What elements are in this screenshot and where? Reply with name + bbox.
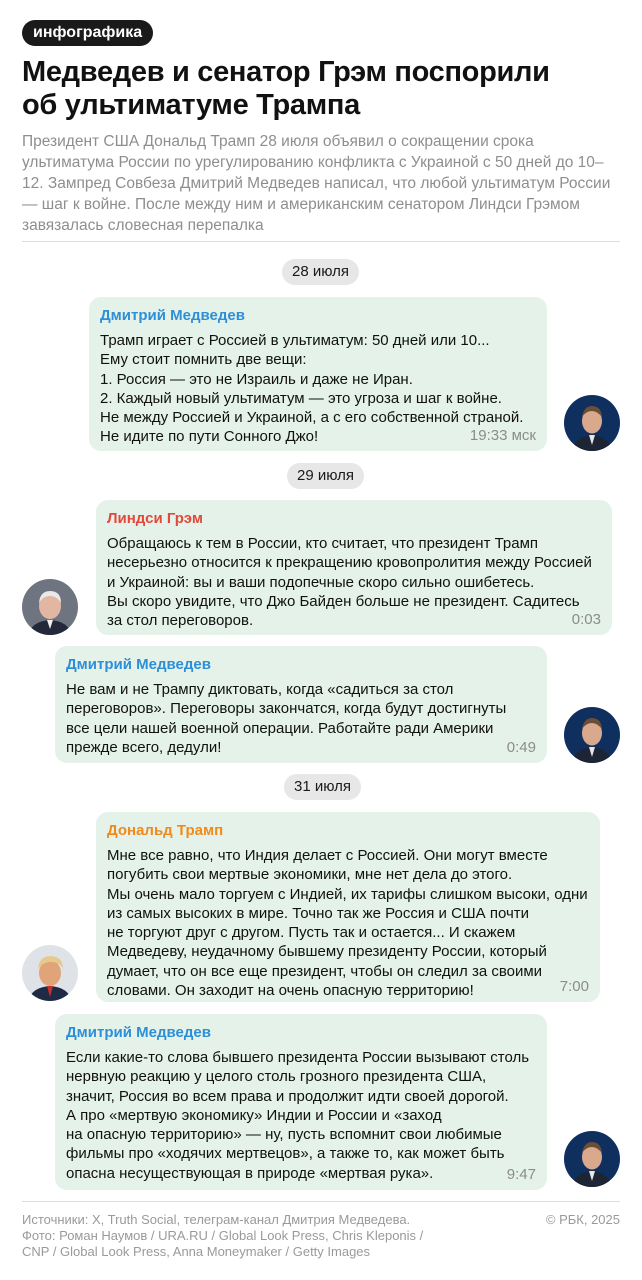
message-bubble-medvedev-3: [55, 1014, 547, 1190]
message-line: значит, Россия во всем права и продолжит идти своей дорогой.: [66, 1087, 509, 1105]
message-line: переговоров». Переговоры закончатся, когда будут достигнуты: [66, 700, 507, 718]
message-line: думает, что он все еще президент, чтобы он следил за своими: [107, 962, 543, 980]
message-line: Не вам и не Трампу диктовать, когда «садиться за стол: [66, 681, 454, 698]
message-line: и Украиной: вы и ваши подопечные скоро сильно ошибетесь.: [107, 573, 535, 591]
message-line: несерьезно относится к прекращению кровопролития между Россией: [107, 554, 592, 572]
message-line: 1. Россия — это не Израиль и даже не Иран.: [100, 370, 413, 388]
message-time: 7:00: [559, 978, 589, 995]
sender-name: Линдси Грэм: [107, 510, 203, 527]
message-line: Трамп играет с Россией в ультиматум: 50 дней или 10...: [100, 332, 490, 349]
sender-name: Дмитрий Медведев: [66, 1024, 211, 1041]
person-photo-icon: [564, 395, 620, 451]
message-line: Если какие-то слова бывшего президента России вызывают столь: [66, 1049, 530, 1066]
person-photo-icon: [22, 579, 78, 635]
message-line: 2. Каждый новый ультиматум — это угроза и шаг к войне.: [100, 389, 502, 407]
message-time: 9:47: [506, 1166, 536, 1183]
title-line-1: Медведев и сенатор Грэм поспорили: [22, 56, 550, 88]
photo-credits-line: Фото: Роман Наумов / URA.RU / Global Look Press, Chris Kleponis /: [22, 1228, 424, 1243]
message-line: прежде всего, дедули!: [66, 738, 222, 756]
photo-credits-line: CNP / Global Look Press, Anna Moneymaker / Getty Images: [22, 1244, 371, 1259]
top-divider: [22, 241, 620, 242]
message-line: Мы очень мало торгуем с Индией, их тарифы слишком высоки, одни: [107, 885, 588, 903]
copyright: © РБК, 2025: [545, 1212, 620, 1227]
message-time: 0:03: [571, 611, 601, 628]
message-line: не торгуют друг с другом. Пусть так и остается... И скажем: [107, 924, 516, 942]
title-line-2: об ультиматуме Трампа: [22, 89, 360, 121]
sender-name: Дональд Трамп: [107, 822, 224, 839]
lead-paragraph: Президент США Дональд Трамп 28 июля объявил о сокращении срока ультиматума России по урегулированию конфликта с Украиной с 50 дней до 10–12. Зампред Совбеза Дмитрий Медведев написал, что любой ультиматум России — шаг к войне. После между ним и американским сенатором Линдси Грэмом завязалась словесная перепалка: [22, 133, 611, 234]
avatar-trump: [22, 945, 78, 1001]
message-line: за стол переговоров.: [107, 612, 254, 630]
message-line: погубить свои мертвые экономики, мне нет дела до этого.: [107, 866, 513, 884]
message-line: Медведеву, неудачному бывшему президенту России, который: [107, 943, 547, 961]
message-line: А про «мертвую экономику» Индии и России и «заход: [66, 1106, 442, 1124]
sender-name: Дмитрий Медведев: [66, 656, 211, 673]
person-photo-icon: [564, 707, 620, 763]
message-line: Обращаюсь к тем в России, кто считает, что президент Трамп: [107, 535, 539, 552]
message-line: все цели нашей военной операции. Работайте ради Америки: [66, 719, 494, 737]
avatar-medvedev: [564, 395, 620, 451]
bottom-divider: [22, 1201, 620, 1202]
person-photo-icon: [564, 1131, 620, 1187]
message-time: 19:33 мск: [469, 427, 536, 444]
message-line: нервную реакцию у целого столь грозного президента США,: [66, 1068, 487, 1086]
category-tag: инфографика: [22, 20, 153, 46]
message-line: Не между Россией и Украиной, а с его собственной страной.: [100, 409, 524, 427]
message-time: 0:49: [506, 739, 536, 756]
message-line: Мне все равно, что Индия делает с Россией. Они могут вместе: [107, 847, 548, 864]
message-line: фильмы про «ходячих мертвецов», а также то, как может быть: [66, 1145, 505, 1163]
message-bubble-medvedev-1: [89, 297, 547, 451]
message-bubble-medvedev-2: [55, 646, 547, 763]
message-text: [66, 1048, 535, 1183]
message-line: Ему стоит помнить две вещи:: [100, 351, 307, 369]
sources-credits: [22, 1212, 502, 1260]
person-photo-icon: [22, 945, 78, 1001]
message-line: Не идите по пути Сонного Джо!: [100, 428, 319, 446]
avatar-medvedev: [564, 707, 620, 763]
sender-name: Дмитрий Медведев: [100, 307, 245, 324]
date-chip-29: 29 июля: [287, 463, 364, 489]
avatar-graham: [22, 579, 78, 635]
page-title: [22, 56, 622, 122]
message-line: опасна несуществующая в природе «мертвая рука».: [66, 1164, 434, 1182]
message-line: Вы скоро увидите, что Джо Байден больше не президент. Садитесь: [107, 592, 580, 610]
message-line: на опасную территорию» — ну, пусть вспомнит свои любимые: [66, 1126, 502, 1144]
message-line: словами. Он заходит на очень опасную территорию!: [107, 982, 474, 1000]
avatar-medvedev: [564, 1131, 620, 1187]
sources-line: Источники: X, Truth Social, телеграм-канал Дмитрия Медведева.: [22, 1212, 411, 1227]
date-chip-28: 28 июля: [282, 259, 359, 285]
date-chip-31: 31 июля: [284, 774, 361, 800]
message-line: из самых высоких в мире. Точно так же Россия и США почти: [107, 904, 530, 922]
message-text: [107, 534, 600, 630]
message-text: [66, 680, 535, 757]
message-bubble-graham: [96, 500, 612, 635]
message-bubble-trump: [96, 812, 600, 1002]
message-text: [107, 846, 588, 1000]
